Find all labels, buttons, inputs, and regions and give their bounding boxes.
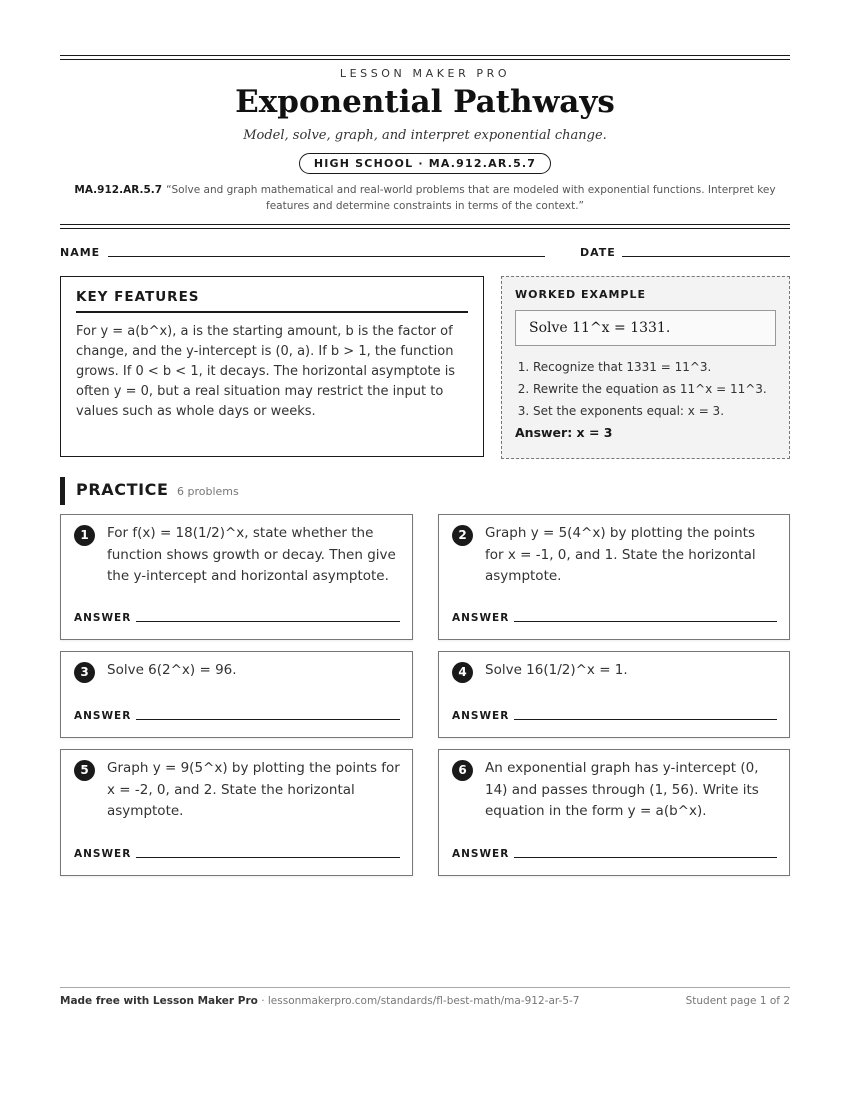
key-features-heading: KEY FEATURES [76,289,468,313]
page-title: Exponential Pathways [235,84,615,120]
key-features-box [60,276,484,457]
date-label: DATE [580,246,616,259]
page-subtitle: Model, solve, graph, and interpret exponential change. [243,128,607,143]
practice-problem-4 [438,651,790,738]
header-top-rule [60,55,790,60]
answer-row [74,612,400,626]
problem-prompt: Solve 6(2^x) = 96. [107,662,237,678]
grade-standard-badge: HIGH SCHOOL · MA.912.AR.5.7 [299,153,551,174]
answer-label: ANSWER [74,612,132,624]
worked-example-problem: Solve 11^x = 1331. [515,310,776,346]
header-bottom-rule [60,224,790,229]
problem-number-badge: 1 [74,525,95,546]
answer-row [452,612,777,626]
answer-line[interactable] [514,621,777,622]
worked-example-step: 1. Recognize that 1331 = 11^3. [533,356,776,378]
practice-problem-6 [438,749,790,876]
practice-title: PRACTICE [76,480,169,499]
footer-made-with: Made free with Lesson Maker Pro [60,995,258,1007]
problem-number-badge: 3 [74,662,95,683]
name-write-line[interactable] [108,256,545,257]
answer-label: ANSWER [452,710,510,722]
answer-line[interactable] [136,857,400,858]
answer-row [452,848,777,862]
standard-code: MA.912.AR.5.7 [74,184,163,196]
answer-row [452,710,777,724]
problem-prompt: Graph y = 9(5^x) by plotting the points for x = -2, 0, and 2. State the horizontal asymptote. [107,760,400,819]
name-label: NAME [60,246,101,259]
brand-name: LESSON MAKER PRO [339,67,511,80]
answer-label: ANSWER [74,710,132,722]
answer-label: ANSWER [452,848,510,860]
date-write-line[interactable] [622,256,790,257]
worked-example-box [501,276,790,459]
standard-text: “Solve and graph mathematical and real-world problems that are modeled with exponential functions. Interpret key features and determine constraints in terms of the context.” [166,184,776,212]
problem-number-badge: 6 [452,760,473,781]
worked-example-steps [515,356,776,422]
practice-problem-3 [60,651,413,738]
worked-example-step: 2. Rewrite the equation as 11^x = 11^3. [533,378,776,400]
problem-number-badge: 2 [452,525,473,546]
answer-label: ANSWER [452,612,510,624]
worked-example-answer: Answer: x = 3 [515,425,613,440]
standard-description [60,182,790,214]
problem-prompt: For f(x) = 18(1/2)^x, state whether the function shows growth or decay. Then give the y-intercept and horizontal asymptote. [107,525,396,584]
answer-row [74,710,400,724]
student-fields [60,246,790,262]
answer-line[interactable] [136,621,400,622]
problem-prompt: Graph y = 5(4^x) by plotting the points for x = -1, 0, and 1. State the horizontal asymptote. [485,525,756,584]
answer-row [74,848,400,862]
practice-count: 6 problems [177,485,239,498]
footer-page-number: Student page 1 of 2 [685,995,790,1007]
problem-number-badge: 4 [452,662,473,683]
worked-example-step: 3. Set the exponents equal: x = 3. [533,400,776,422]
answer-label: ANSWER [74,848,132,860]
problem-prompt: Solve 16(1/2)^x = 1. [485,662,628,678]
practice-problem-5 [60,749,413,876]
footer-credit [60,995,579,1007]
footer-url: · lessonmakerpro.com/standards/fl-best-math/ma-912-ar-5-7 [257,995,580,1007]
key-features-text: For y = a(b^x), a is the starting amount, b is the factor of change, and the y-intercept is (0, a). If b > 1, the function grows. If 0 < b < 1, it decays. The horizontal asymptote is often y = 0, but a real situation may restrict the input to values such as whole days or weeks. [76,324,456,419]
answer-line[interactable] [136,719,400,720]
answer-line[interactable] [514,857,777,858]
worked-example-heading: WORKED EXAMPLE [515,288,646,301]
footer-rule [60,987,790,988]
problem-prompt: An exponential graph has y-intercept (0, 14) and passes through (1, 56). Write its equation in the form y = a(b^x). [485,760,759,819]
problem-number-badge: 5 [74,760,95,781]
grade-badge-wrap [60,152,790,174]
practice-problem-2 [438,514,790,640]
practice-accent-bar [60,477,65,505]
answer-line[interactable] [514,719,777,720]
practice-problem-1 [60,514,413,640]
